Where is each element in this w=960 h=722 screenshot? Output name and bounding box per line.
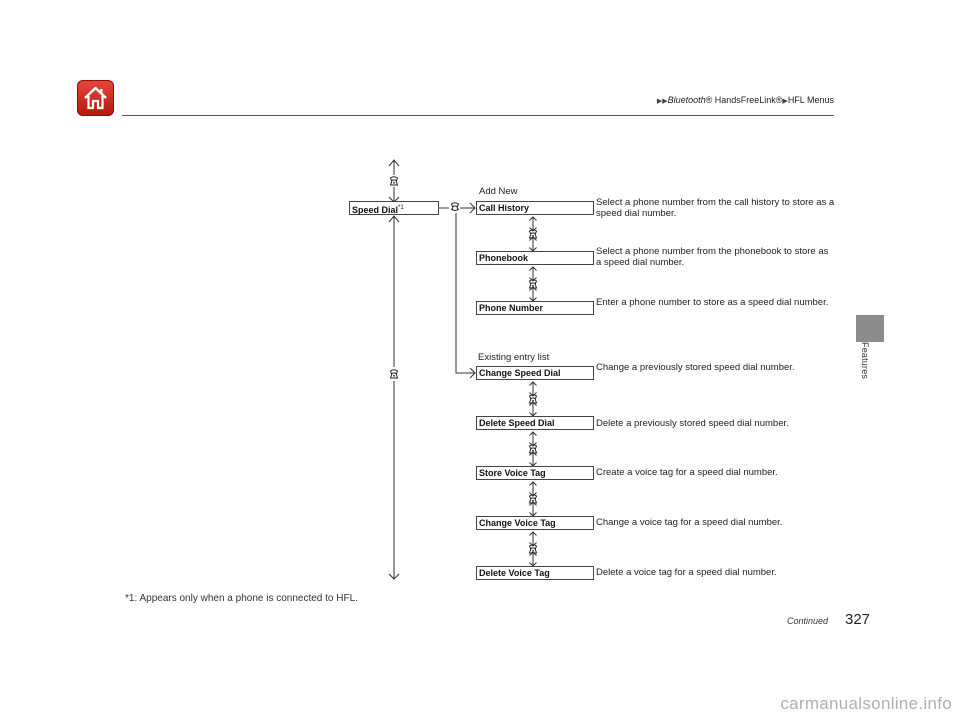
item-arrows — [530, 217, 537, 566]
talk-icon — [451, 203, 459, 211]
menu-item-speed-dial[interactable] — [349, 201, 439, 215]
continued-label: Continued — [787, 616, 829, 626]
breadcrumb-arrow-icon: ▶▶ — [656, 98, 668, 105]
phone-icon — [391, 370, 398, 378]
footnote: *1: Appears only when a phone is connected to HFL. — [125, 593, 358, 604]
desc-call-history: Select a phone number from the call history to store as a speed dial number. — [596, 197, 835, 219]
desc-change-voice-tag: Change a voice tag for a speed dial number. — [596, 517, 783, 528]
desc-delete-speed-dial: Delete a previously stored speed dial number. — [596, 418, 789, 429]
desc-change-speed-dial: Change a previously stored speed dial number. — [596, 362, 795, 373]
menu-item-phonebook[interactable]: Phonebook — [476, 251, 594, 265]
branch-connector — [437, 203, 475, 378]
breadcrumb-bluetooth[interactable]: Bluetooth — [667, 95, 706, 105]
menu-item-delete-speed-dial[interactable]: Delete Speed Dial — [476, 416, 594, 430]
watermark: carmanualsonline.info — [780, 694, 952, 713]
desc-phonebook: Select a phone number from the phonebook to store as a speed dial number. — [596, 246, 829, 268]
breadcrumb-hfl[interactable]: ® HandsFreeLink® — [705, 95, 783, 105]
breadcrumb-current: HFL Menus — [787, 95, 834, 105]
desc-delete-voice-tag: Delete a voice tag for a speed dial number. — [596, 567, 777, 578]
desc-phone-number: Enter a phone number to store as a speed dial number. — [596, 297, 829, 308]
menu-item-phone-number[interactable]: Phone Number — [476, 301, 594, 315]
group-label-add-new: Add New — [479, 186, 518, 197]
speed-dial-label: Speed Dial — [352, 205, 399, 215]
phone-icon — [391, 177, 398, 185]
menu-item-delete-voice-tag[interactable]: Delete Voice Tag — [476, 566, 594, 580]
section-tab-label: Features — [860, 342, 870, 380]
page-number: 327 — [845, 611, 871, 628]
group-label-existing: Existing entry list — [478, 352, 550, 363]
menu-item-change-voice-tag[interactable]: Change Voice Tag — [476, 516, 594, 530]
menu-item-call-history[interactable]: Call History — [476, 201, 594, 215]
menu-item-store-voice-tag[interactable]: Store Voice Tag — [476, 466, 594, 480]
breadcrumb-arrow-icon: ▶ — [782, 98, 788, 105]
desc-store-voice-tag: Create a voice tag for a speed dial number. — [596, 467, 778, 478]
menu-item-change-speed-dial[interactable]: Change Speed Dial — [476, 366, 594, 380]
footnote-ref: *1 — [398, 205, 404, 211]
